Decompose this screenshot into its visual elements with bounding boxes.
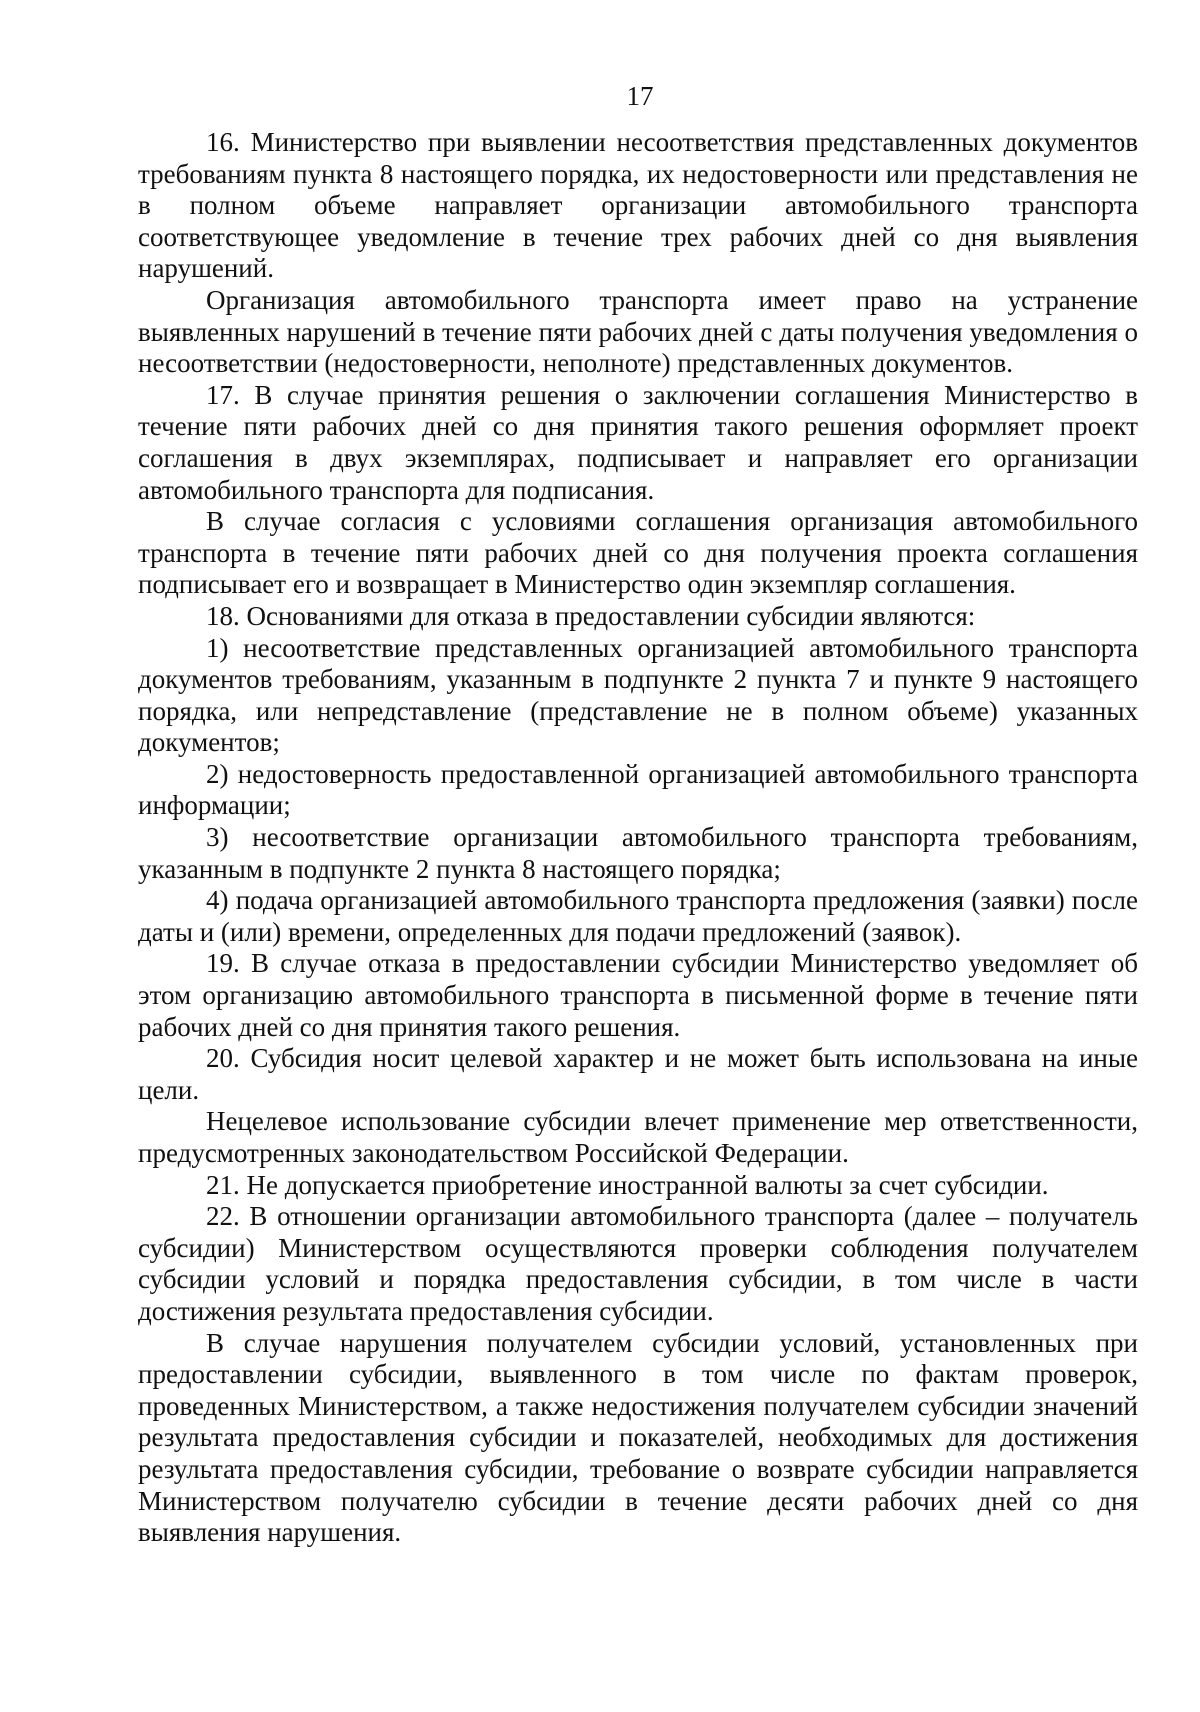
paragraph-item-22: 22. В отношении организации автомобильного транспорта (далее – получатель субсидии) Министерством осуществляются проверки соблюдения получателем субсидии условий и порядка предоставления субсидии, в том числе в части достижения результата предоставления субсидии.	[138, 1201, 1138, 1326]
page-number: 17	[626, 81, 654, 111]
paragraph-misuse-liability: Нецелевое использование субсидии влечет применение мер ответственности, предусмотренных законодательством Российской Федерации.	[138, 1106, 1138, 1168]
paragraph-refusal-ground-3: 3) несоответствие организации автомобильного транспорта требованиям, указанным в подпункте 2 пункта 8 настоящего порядка;	[138, 822, 1138, 884]
paragraph-refusal-ground-4: 4) подача организацией автомобильного транспорта предложения (заявки) после даты и (или) времени, определенных для подачи предложений (заявок).	[138, 885, 1138, 947]
paragraph-refusal-ground-2: 2) недостоверность предоставленной организацией автомобильного транспорта информации;	[138, 758, 1138, 821]
paragraph-item-18: 18. Основаниями для отказа в предоставлении субсидии являются:	[206, 600, 976, 631]
paragraph-item-21: 21. Не допускается приобретение иностранной валюты за счет субсидии.	[206, 1169, 1049, 1200]
paragraph-item-20: 20. Субсидия носит целевой характер и не может быть использована на иные цели.	[138, 1043, 1138, 1105]
paragraph-remedy-period: Организация автомобильного транспорта имеет право на устранение выявленных нарушений в течение пяти рабочих дней с даты получения уведомления о несоответствии (недостоверности, неполноте) представленных документов.	[138, 284, 1138, 379]
paragraph-refund-requirement: В случае нарушения получателем субсидии условий, установленных при предоставлении субсидии, выявленного в том числе по фактам проверок, проведенных Министерством, а также недостижения получателем субсидии значений результата предоставления субсидии и показателей, необходимых для достижения результата предоставления субсидии, требование о возврате субсидии направляется Министерством получателю субсидии в течение десяти рабочих дней со дня выявления нарушения.	[138, 1327, 1138, 1548]
paragraph-refusal-ground-1: 1) несоответствие представленных организацией автомобильного транспорта документов требованиям, указанным в подпункте 2 пункта 7 и пункте 9 настоящего порядка, или непредставление (представление не в полном объеме) указанных документов;	[138, 632, 1138, 758]
paragraph-item-19: 19. В случае отказа в предоставлении субсидии Министерство уведомляет об этом организацию автомобильного транспорта в письменной форме в течение пяти рабочих дней со дня принятия такого решения.	[138, 948, 1138, 1042]
paragraph-agreement-consent: В случае согласия с условиями соглашения организация автомобильного транспорта в течение пяти рабочих дней со дня получения проекта соглашения подписывает его и возвращает в Министерство один экземпляр соглашения.	[138, 506, 1138, 600]
paragraph-item-16: 16. Министерство при выявлении несоответствия представленных документов требованиям пункта 8 настоящего порядка, их недостоверности или представления не в полном объеме направляет организации автомобильного транспорта соответствующее уведомление в течение трех рабочих дней со дня выявления нарушений.	[138, 127, 1138, 284]
paragraph-item-17: 17. В случае принятия решения о заключении соглашения Министерство в течение пяти рабочих дней со дня принятия такого решения оформляет проект соглашения в двух экземплярах, подписывает и направляет его организации автомобильного транспорта для подписания.	[138, 379, 1138, 505]
document-body	[138, 127, 1138, 1549]
